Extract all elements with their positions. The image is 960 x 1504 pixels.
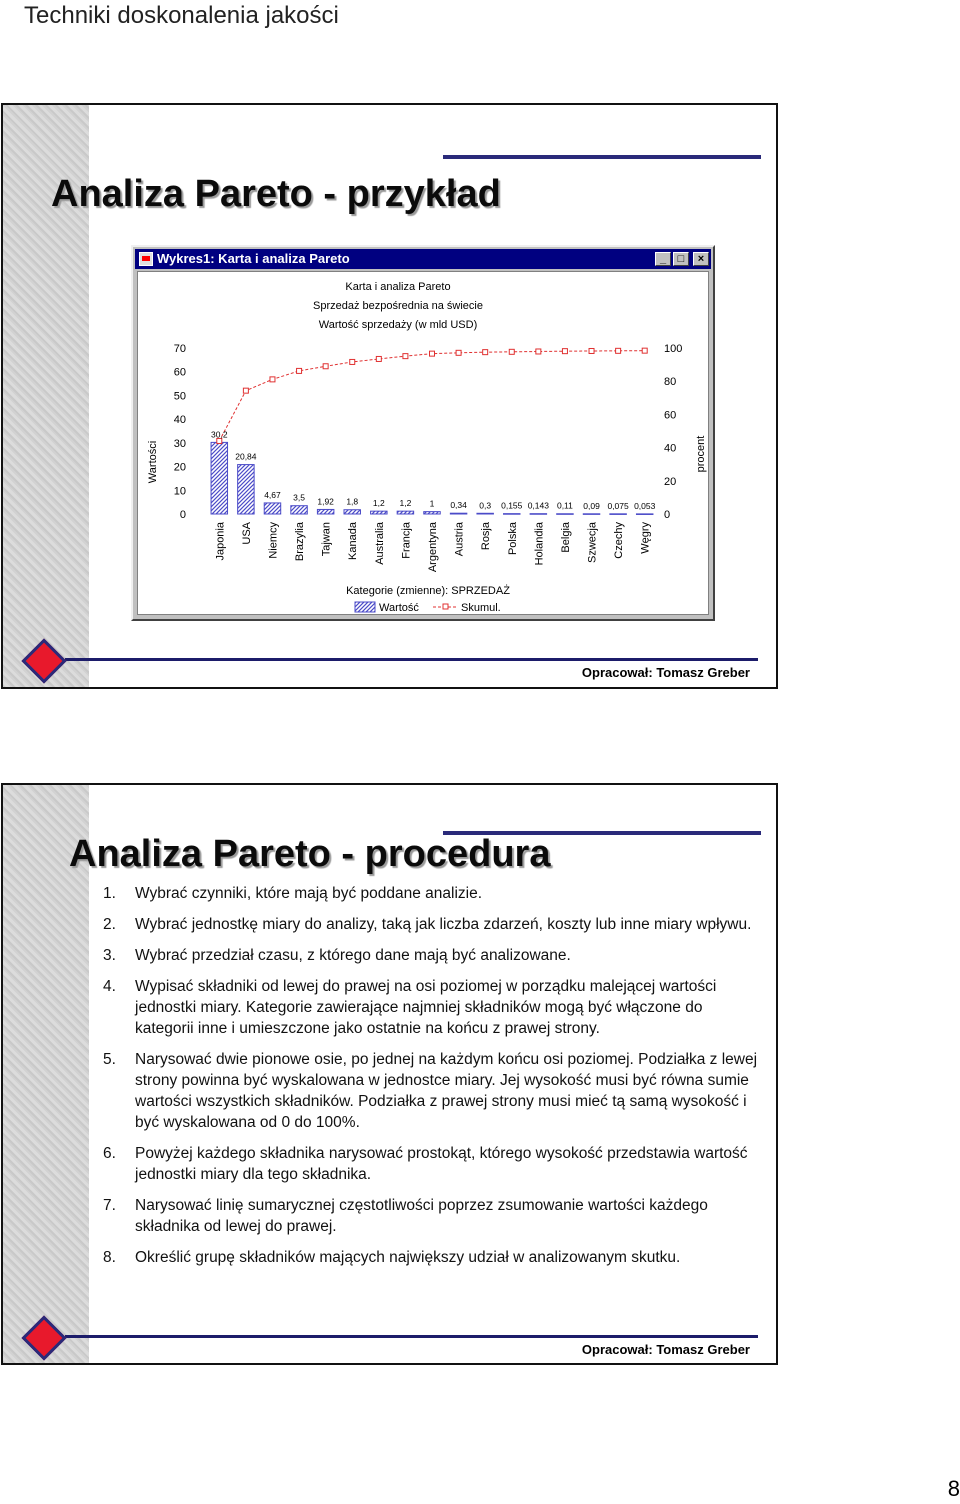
procedure-step xyxy=(99,976,765,1039)
category-label: Szwecja xyxy=(586,522,599,563)
author-credit: Opracował: Tomasz Greber xyxy=(581,1342,750,1357)
bar-data-label: 20,84 xyxy=(235,451,257,462)
y2-tick-label: 100 xyxy=(664,343,683,355)
step-text: Wybrać czynniki, które mają być poddane analizie. xyxy=(135,885,483,902)
y-tick-label: 40 xyxy=(173,414,186,427)
bar-tajwan xyxy=(317,509,333,514)
category-label: Tajwan xyxy=(320,522,333,557)
bottom-rule xyxy=(65,1335,758,1338)
slide-pareto-procedure xyxy=(1,783,778,1365)
step-number: 3. xyxy=(103,947,116,964)
cumulative-point xyxy=(350,359,355,364)
bar-data-label: 1,8 xyxy=(346,496,359,507)
y2-tick-label: 20 xyxy=(664,475,677,488)
y2-tick-label: 60 xyxy=(664,409,677,422)
cumulative-point xyxy=(456,350,461,355)
step-number: 5. xyxy=(103,1051,116,1068)
procedure-step xyxy=(99,1247,765,1268)
category-label: Czechy xyxy=(613,522,626,559)
bar-brazylia xyxy=(291,506,307,514)
y-tick-label: 20 xyxy=(173,461,186,474)
step-number: 8. xyxy=(103,1249,116,1266)
bar-australia xyxy=(371,511,387,514)
cumulative-point xyxy=(430,351,435,356)
bar-holandia xyxy=(530,514,546,515)
bar-data-label: 1,92 xyxy=(317,496,334,507)
cumulative-point xyxy=(243,388,248,393)
step-number: 1. xyxy=(103,885,116,902)
cumulative-point xyxy=(509,349,514,354)
top-rule xyxy=(443,155,761,159)
author-credit: Opracował: Tomasz Greber xyxy=(581,665,750,680)
y-tick-label: 60 xyxy=(173,366,186,379)
step-number: 7. xyxy=(103,1197,116,1214)
step-text: Narysować dwie pionowe osie, po jednej na każdym końcu osi poziomej. Podziałka z lewej strony powinna być wyskalowana w jednostce miary. Jej wysokość musi być równa sumie wartości wszystkich składników. Podziałka z prawej strony musi mieć tą samą wysokość i być wyskalowana od 0 do 100%. xyxy=(135,1051,758,1131)
bar-data-label: 0,09 xyxy=(583,500,600,511)
bar-data-label: 0,143 xyxy=(527,500,549,511)
chart-window[interactable] xyxy=(131,245,715,621)
step-text: Narysować linię sumarycznej częstotliwości poprzez zsumowanie wartości każdego składnika od lewej do prawej. xyxy=(135,1197,708,1235)
category-label: Francja xyxy=(400,522,413,559)
bottom-rule xyxy=(65,658,758,661)
cumulative-line xyxy=(219,351,644,441)
slide-title: Analiza Pareto - przykład xyxy=(51,173,501,215)
step-number: 4. xyxy=(103,978,116,995)
bar-kanada xyxy=(344,510,360,514)
cumulative-point xyxy=(323,364,328,369)
bar-data-label: 3,5 xyxy=(293,492,305,503)
category-label: Kanada xyxy=(347,522,360,560)
y-axis-label: Wartości xyxy=(147,440,159,484)
chart-subtitle: Sprzedaż bezpośrednia na świecie xyxy=(313,300,483,312)
cumulative-point xyxy=(642,348,647,353)
category-label: Polska xyxy=(506,522,519,556)
cumulative-point xyxy=(270,377,275,382)
legend-label-wartosc: Wartość xyxy=(379,602,419,614)
page-number: 8 xyxy=(947,1476,960,1501)
window-title: Wykres1: Karta i analiza Pareto xyxy=(157,251,350,266)
bar-niemcy xyxy=(264,503,280,514)
category-label: Węgry xyxy=(639,522,652,554)
bar-data-label: 0,053 xyxy=(634,500,656,511)
bar-szwecja xyxy=(583,514,599,515)
step-text: Wybrać przedział czasu, z którego dane mają być analizowane. xyxy=(135,947,571,964)
bar-data-label: 0,11 xyxy=(556,500,573,511)
pareto-chart xyxy=(138,272,708,616)
cumulative-point xyxy=(562,349,567,354)
y2-tick-label: 0 xyxy=(664,509,671,521)
y2-tick-label: 80 xyxy=(664,376,677,389)
cumulative-point xyxy=(483,350,488,355)
bar-data-label: 4,67 xyxy=(264,489,281,500)
cumulative-point xyxy=(589,348,594,353)
procedure-step xyxy=(99,945,765,966)
bar-data-label: 1,2 xyxy=(372,498,385,509)
slide-title: Analiza Pareto - procedura xyxy=(69,833,551,875)
bar-data-label: 0,34 xyxy=(450,500,467,511)
x-axis-label: Kategorie (zmienne): SPRZEDAŻ xyxy=(346,585,510,597)
bar-data-label: 0,155 xyxy=(501,500,523,511)
step-text: Powyżej każdego składnika narysować prostokąt, którego wysokość przedstawia wartość jednostki miary dla tego składnika. xyxy=(135,1145,748,1183)
procedure-step xyxy=(99,1049,765,1133)
document-header: Techniki doskonalenia jakości xyxy=(24,2,339,29)
procedure-step xyxy=(99,1143,765,1185)
bar-data-label: 0,075 xyxy=(607,500,629,511)
legend-label-skumul: Skumul. xyxy=(461,602,501,614)
bar-data-label: 1 xyxy=(429,498,435,509)
y2-tick-label: 40 xyxy=(664,442,677,455)
slide-pareto-example xyxy=(1,103,778,689)
chart-subtitle2: Wartość sprzedaży (w mld USD) xyxy=(318,319,478,331)
bar-japonia xyxy=(211,442,227,514)
bar-czechy xyxy=(610,514,626,515)
category-label: Australia xyxy=(373,522,386,565)
bar-węgry xyxy=(636,514,652,515)
step-text: Określić grupę składników mających największy udział w analizowanym skutku. xyxy=(135,1249,681,1266)
procedure-step xyxy=(99,1195,765,1237)
bar-data-label: 30,2 xyxy=(211,429,228,440)
legend-swatch-wartosc xyxy=(355,602,375,612)
legend-marker-skumul xyxy=(443,604,448,609)
bar-belgia xyxy=(557,514,573,515)
category-label: Belgia xyxy=(559,522,572,553)
bar-usa xyxy=(238,465,254,514)
bar-data-label: 1,2 xyxy=(399,498,412,509)
category-label: Holandia xyxy=(533,522,546,566)
y-tick-label: 0 xyxy=(179,509,186,521)
maximize-button[interactable]: □ xyxy=(673,252,689,266)
y-tick-label: 50 xyxy=(173,390,186,403)
step-text: Wybrać jednostkę miary do analizy, taką jak liczba zdarzeń, koszty lub inne miary wpływu. xyxy=(135,916,752,933)
category-label: Japonia xyxy=(214,522,227,561)
y-tick-label: 30 xyxy=(173,437,186,450)
procedure-step xyxy=(99,883,765,904)
close-button[interactable]: × xyxy=(693,252,709,266)
category-label: Argentyna xyxy=(427,522,439,573)
cumulative-point xyxy=(403,354,408,359)
step-number: 6. xyxy=(103,1145,116,1162)
bar-polska xyxy=(504,514,520,515)
category-label: Rosja xyxy=(480,522,493,551)
window-app-icon[interactable] xyxy=(139,252,153,266)
y-tick-label: 70 xyxy=(173,343,186,355)
category-label: Austria xyxy=(453,522,466,557)
cumulative-point xyxy=(536,349,541,354)
chart-legend xyxy=(355,602,501,614)
window-titlebar[interactable] xyxy=(135,249,711,269)
step-number: 2. xyxy=(103,916,116,933)
minimize-button[interactable]: _ xyxy=(655,252,671,266)
cumulative-point xyxy=(376,356,381,361)
category-label: USA xyxy=(240,522,253,545)
cumulative-point xyxy=(297,368,302,373)
category-label: Brazylia xyxy=(294,522,307,562)
bar-austria xyxy=(450,513,466,514)
window-client-area xyxy=(137,271,709,615)
y-tick-label: 10 xyxy=(173,485,186,498)
bar-data-label: 0,3 xyxy=(479,500,492,511)
procedure-steps xyxy=(99,883,765,1278)
chart-title: Karta i analiza Pareto xyxy=(345,281,451,293)
step-text: Wypisać składniki od lewej do prawej na osi poziomej w porządku malejącej wartości jednostki miary. Kategorie zawierające najmniej składników mogą być włączone do kategorii inne i umieszczone jako ostatnie na końcu z prawej strony. xyxy=(135,978,717,1037)
category-label: Niemcy xyxy=(267,522,280,559)
cumulative-point xyxy=(616,348,621,353)
bar-francja xyxy=(397,511,413,514)
y2-axis-label: procent xyxy=(695,435,707,473)
bar-rosja xyxy=(477,513,493,514)
procedure-step xyxy=(99,914,765,935)
bar-argentyna xyxy=(424,512,440,514)
